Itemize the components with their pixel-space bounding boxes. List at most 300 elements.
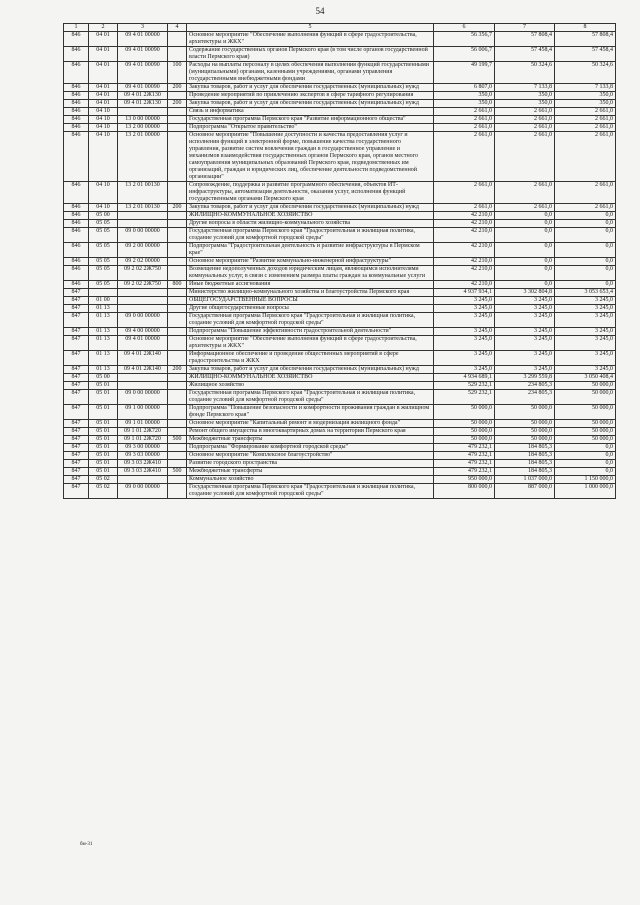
cell-name: Подпрограмма "Формирование комфортной городской среды" [187, 444, 434, 452]
cell-amount-year1: 2 661,0 [434, 182, 495, 204]
cell-amount-year1: 950 000,0 [434, 476, 495, 484]
cell-amount-year1: 3 245,0 [434, 313, 495, 328]
cell-admin-code: 847 [64, 382, 89, 390]
cell-name: Развитие городского пространства [187, 460, 434, 468]
cell-target-article: 13 0 00 00000 [118, 116, 168, 124]
cell-target-article: 09 1 01 2Ж720 [118, 428, 168, 436]
cell-amount-year2: 50 000,0 [495, 405, 555, 420]
table-row [64, 305, 616, 313]
cell-amount-year2: 184 805,3 [495, 444, 555, 452]
table-row [64, 436, 616, 444]
cell-section-code: 05 01 [89, 382, 118, 390]
cell-admin-code: 846 [64, 124, 89, 132]
cell-section-code: 05 01 [89, 444, 118, 452]
cell-target-article: 09 1 01 2Ж720 [118, 436, 168, 444]
table-row [64, 212, 616, 220]
table-row [64, 366, 616, 374]
cell-admin-code: 847 [64, 336, 89, 351]
cell-expense-type [168, 182, 187, 204]
table-row [64, 258, 616, 266]
cell-expense-type [168, 47, 187, 62]
cell-admin-code: 847 [64, 444, 89, 452]
cell-amount-year1: 350,0 [434, 92, 495, 100]
cell-admin-code: 847 [64, 468, 89, 476]
cell-amount-year1: 2 661,0 [434, 132, 495, 182]
cell-amount-year1: 350,0 [434, 100, 495, 108]
cell-amount-year1: 4 937 934,1 [434, 289, 495, 297]
cell-admin-code: 847 [64, 374, 89, 382]
cell-name: Связь и информатика [187, 108, 434, 116]
cell-expense-type [168, 212, 187, 220]
cell-admin-code: 846 [64, 243, 89, 258]
cell-target-article [118, 212, 168, 220]
cell-expense-type [168, 220, 187, 228]
cell-amount-year3: 2 661,0 [555, 182, 616, 204]
table-row [64, 32, 616, 47]
cell-amount-year1: 479 232,1 [434, 444, 495, 452]
cell-target-article: 09 4 01 00090 [118, 62, 168, 84]
cell-amount-year2: 2 661,0 [495, 124, 555, 132]
header-cell: 1 [64, 24, 89, 32]
table-row [64, 405, 616, 420]
cell-amount-year1: 479 232,1 [434, 460, 495, 468]
cell-amount-year1: 42 210,0 [434, 258, 495, 266]
table-row [64, 382, 616, 390]
cell-expense-type [168, 32, 187, 47]
cell-name: Информационное обеспечение и проведение общественных мероприятий в сфере градостроительства и ЖКХ [187, 351, 434, 366]
cell-admin-code: 846 [64, 228, 89, 243]
page-number: 54 [315, 6, 325, 16]
header-cell: 8 [555, 24, 616, 32]
header-cell: 4 [168, 24, 187, 32]
cell-admin-code: 846 [64, 281, 89, 289]
table-row [64, 374, 616, 382]
cell-amount-year3: 50 000,0 [555, 382, 616, 390]
cell-name: ОБЩЕГОСУДАРСТВЕННЫЕ ВОПРОСЫ [187, 297, 434, 305]
cell-amount-year3: 0,0 [555, 243, 616, 258]
cell-section-code: 05 01 [89, 436, 118, 444]
cell-admin-code: 847 [64, 484, 89, 499]
cell-section-code: 04 10 [89, 116, 118, 124]
cell-name: Иные бюджетные ассигнования [187, 281, 434, 289]
cell-expense-type: 100 [168, 62, 187, 84]
header-cell: 5 [187, 24, 434, 32]
table-row [64, 484, 616, 499]
cell-name: Подпрограмма "Повышение безопасности и комфортности проживания граждан в жилищном фонде Пермского края" [187, 405, 434, 420]
cell-amount-year2: 3 245,0 [495, 336, 555, 351]
cell-amount-year1: 3 245,0 [434, 305, 495, 313]
cell-admin-code: 847 [64, 328, 89, 336]
cell-amount-year3: 2 661,0 [555, 204, 616, 212]
cell-section-code: 05 01 [89, 460, 118, 468]
cell-target-article: 09 2 00 00000 [118, 243, 168, 258]
cell-amount-year3: 50 324,6 [555, 62, 616, 84]
table-row [64, 100, 616, 108]
cell-amount-year2: 184 805,3 [495, 452, 555, 460]
cell-expense-type [168, 228, 187, 243]
cell-amount-year2: 50 000,0 [495, 436, 555, 444]
cell-expense-type [168, 266, 187, 281]
table-row [64, 390, 616, 405]
table-row [64, 182, 616, 204]
cell-admin-code: 847 [64, 351, 89, 366]
cell-section-code: 01 13 [89, 328, 118, 336]
table-row [64, 420, 616, 428]
cell-expense-type: 500 [168, 436, 187, 444]
cell-amount-year1: 42 210,0 [434, 266, 495, 281]
cell-name: Подпрограмма "Повышение эффективности градостроительной деятельности" [187, 328, 434, 336]
cell-target-article [118, 108, 168, 116]
cell-amount-year1: 42 210,0 [434, 220, 495, 228]
cell-amount-year3: 0,0 [555, 460, 616, 468]
cell-amount-year1: 50 000,0 [434, 405, 495, 420]
cell-section-code: 01 13 [89, 351, 118, 366]
cell-admin-code: 846 [64, 92, 89, 100]
cell-amount-year1: 50 000,0 [434, 428, 495, 436]
cell-amount-year3: 57 458,4 [555, 47, 616, 62]
table-row [64, 84, 616, 92]
cell-expense-type [168, 116, 187, 124]
cell-amount-year3: 0,0 [555, 444, 616, 452]
cell-admin-code: 846 [64, 132, 89, 182]
cell-section-code: 05 00 [89, 374, 118, 382]
cell-amount-year1: 2 661,0 [434, 204, 495, 212]
cell-admin-code: 847 [64, 366, 89, 374]
table-row [64, 313, 616, 328]
cell-expense-type [168, 328, 187, 336]
cell-amount-year3: 3 245,0 [555, 305, 616, 313]
cell-amount-year2: 1 037 000,0 [495, 476, 555, 484]
footer-code: бм-31 [80, 842, 93, 847]
cell-section-code: 05 05 [89, 258, 118, 266]
cell-target-article [118, 305, 168, 313]
cell-amount-year3: 0,0 [555, 281, 616, 289]
cell-expense-type: 500 [168, 468, 187, 476]
cell-expense-type [168, 313, 187, 328]
cell-amount-year2: 3 245,0 [495, 328, 555, 336]
cell-target-article: 09 2 02 2Ж750 [118, 281, 168, 289]
cell-expense-type [168, 305, 187, 313]
cell-expense-type [168, 382, 187, 390]
table-row [64, 228, 616, 243]
cell-amount-year2: 0,0 [495, 212, 555, 220]
cell-amount-year1: 42 210,0 [434, 243, 495, 258]
cell-admin-code: 846 [64, 62, 89, 84]
table-row [64, 289, 616, 297]
cell-amount-year3: 0,0 [555, 228, 616, 243]
table-row [64, 336, 616, 351]
cell-amount-year3: 2 661,0 [555, 116, 616, 124]
cell-section-code: 05 01 [89, 420, 118, 428]
cell-section-code: 05 01 [89, 428, 118, 436]
cell-expense-type [168, 420, 187, 428]
cell-expense-type [168, 243, 187, 258]
cell-name: Ремонт общего имущества в многоквартирных домах на территории Пермского края [187, 428, 434, 436]
cell-expense-type: 200 [168, 204, 187, 212]
cell-expense-type [168, 124, 187, 132]
table-row [64, 297, 616, 305]
cell-admin-code: 847 [64, 305, 89, 313]
cell-target-article: 09 0 00 00000 [118, 313, 168, 328]
cell-amount-year2: 350,0 [495, 100, 555, 108]
cell-target-article [118, 476, 168, 484]
cell-target-article: 09 3 03 2Ж410 [118, 460, 168, 468]
cell-amount-year3: 0,0 [555, 220, 616, 228]
cell-target-article: 09 4 01 2Ж140 [118, 366, 168, 374]
cell-section-code: 05 01 [89, 468, 118, 476]
cell-amount-year1: 42 210,0 [434, 228, 495, 243]
cell-amount-year2: 57 458,4 [495, 47, 555, 62]
cell-section-code: 05 05 [89, 281, 118, 289]
cell-amount-year3: 50 000,0 [555, 390, 616, 405]
cell-section-code: 04 01 [89, 47, 118, 62]
cell-amount-year1: 3 245,0 [434, 336, 495, 351]
table-row [64, 351, 616, 366]
cell-amount-year3: 3 053 653,4 [555, 289, 616, 297]
cell-admin-code: 846 [64, 204, 89, 212]
cell-amount-year1: 3 245,0 [434, 366, 495, 374]
cell-amount-year3: 3 245,0 [555, 328, 616, 336]
cell-section-code: 05 05 [89, 243, 118, 258]
cell-amount-year2: 184 805,3 [495, 460, 555, 468]
cell-expense-type [168, 258, 187, 266]
cell-name: Основное мероприятие "Капитальный ремонт и модернизация жилищного фонда" [187, 420, 434, 428]
cell-name: Закупка товаров, работ и услуг для обеспечения государственных (муниципальных) нужд [187, 366, 434, 374]
cell-amount-year1: 3 245,0 [434, 297, 495, 305]
cell-section-code: 04 10 [89, 124, 118, 132]
cell-target-article: 13 2 01 00130 [118, 182, 168, 204]
cell-target-article: 13 2 01 00000 [118, 132, 168, 182]
table-row [64, 428, 616, 436]
cell-target-article [118, 289, 168, 297]
cell-amount-year2: 184 805,3 [495, 468, 555, 476]
cell-admin-code: 847 [64, 436, 89, 444]
cell-name: Подпрограмма "Открытое правительство" [187, 124, 434, 132]
cell-amount-year3: 3 245,0 [555, 297, 616, 305]
cell-amount-year1: 3 245,0 [434, 328, 495, 336]
cell-amount-year3: 3 245,0 [555, 366, 616, 374]
table-row [64, 47, 616, 62]
cell-amount-year3: 2 661,0 [555, 108, 616, 116]
cell-target-article: 09 4 00 00000 [118, 328, 168, 336]
cell-target-article: 09 3 03 2Ж410 [118, 468, 168, 476]
cell-amount-year2: 50 324,6 [495, 62, 555, 84]
cell-target-article: 09 4 01 00000 [118, 32, 168, 47]
cell-expense-type [168, 336, 187, 351]
cell-target-article: 09 4 01 00090 [118, 47, 168, 62]
table-row [64, 204, 616, 212]
cell-section-code: 05 05 [89, 266, 118, 281]
cell-expense-type: 200 [168, 84, 187, 92]
table-row [64, 476, 616, 484]
cell-amount-year1: 479 232,1 [434, 468, 495, 476]
cell-admin-code: 847 [64, 390, 89, 405]
cell-name: Расходы на выплаты персоналу в целях обеспечения выполнения функций государственными (муниципальными) органами, казенными учреждениями, органами управления государственными внебюджетными фондами [187, 62, 434, 84]
cell-admin-code: 847 [64, 405, 89, 420]
cell-amount-year2: 57 808,4 [495, 32, 555, 47]
cell-expense-type [168, 92, 187, 100]
table-row [64, 243, 616, 258]
cell-target-article: 09 4 01 2Ж140 [118, 351, 168, 366]
cell-amount-year2: 3 299 559,8 [495, 374, 555, 382]
cell-amount-year2: 50 000,0 [495, 428, 555, 436]
cell-target-article: 13 2 01 00130 [118, 204, 168, 212]
cell-amount-year1: 529 232,1 [434, 382, 495, 390]
cell-amount-year1: 56 006,7 [434, 47, 495, 62]
cell-section-code: 04 01 [89, 92, 118, 100]
cell-expense-type: 800 [168, 281, 187, 289]
cell-section-code: 01 13 [89, 305, 118, 313]
cell-name: Проведение мероприятий по привлечению экспертов в сфере тарифного регулирования [187, 92, 434, 100]
cell-expense-type [168, 132, 187, 182]
cell-admin-code: 846 [64, 266, 89, 281]
cell-admin-code: 846 [64, 47, 89, 62]
cell-amount-year1: 479 232,1 [434, 452, 495, 460]
cell-amount-year1: 4 934 689,1 [434, 374, 495, 382]
cell-target-article [118, 382, 168, 390]
cell-expense-type [168, 297, 187, 305]
header-cell: 7 [495, 24, 555, 32]
cell-section-code: 01 13 [89, 336, 118, 351]
cell-amount-year3: 50 000,0 [555, 428, 616, 436]
cell-section-code: 05 01 [89, 405, 118, 420]
cell-admin-code: 846 [64, 100, 89, 108]
cell-target-article: 13 2 00 00000 [118, 124, 168, 132]
cell-amount-year3: 0,0 [555, 468, 616, 476]
cell-name: Государственная программа Пермского края "Градостроительная и жилищная политика, создание условий для комфортной городской среды" [187, 313, 434, 328]
cell-name: ЖИЛИЩНО-КОММУНАЛЬНОЕ ХОЗЯЙСТВО [187, 374, 434, 382]
cell-amount-year3: 0,0 [555, 266, 616, 281]
cell-admin-code: 846 [64, 182, 89, 204]
cell-amount-year1: 6 807,0 [434, 84, 495, 92]
cell-section-code: 05 02 [89, 476, 118, 484]
cell-target-article: 09 2 02 2Ж750 [118, 266, 168, 281]
cell-section-code: 05 05 [89, 220, 118, 228]
cell-amount-year2: 50 000,0 [495, 420, 555, 428]
table-row [64, 266, 616, 281]
table-header-row [64, 24, 616, 32]
cell-amount-year2: 0,0 [495, 258, 555, 266]
cell-target-article: 09 3 00 00000 [118, 444, 168, 452]
table-row [64, 444, 616, 452]
cell-name: Закупка товаров, работ и услуг для обеспечения государственных (муниципальных) нужд [187, 204, 434, 212]
cell-admin-code: 846 [64, 84, 89, 92]
cell-target-article: 09 4 01 2Ж130 [118, 100, 168, 108]
cell-name: Возмещение недополученных доходов юридическим лицам, являющимся исполнителями коммунальных услуг, в связи с изменением размера платы граждан за коммунальные услуги [187, 266, 434, 281]
cell-name: Межбюджетные трансферты [187, 436, 434, 444]
cell-name: Жилищное хозяйство [187, 382, 434, 390]
cell-expense-type [168, 460, 187, 468]
cell-admin-code: 846 [64, 32, 89, 47]
cell-section-code: 01 13 [89, 366, 118, 374]
cell-name: Сопровождение, поддержка и развитие программного обеспечения, объектов ИТ-инфраструктуры, автоматизация деятельности, оказания услуг, исполнения функций государственными органами Пермского края [187, 182, 434, 204]
cell-name: ЖИЛИЩНО-КОММУНАЛЬНОЕ ХОЗЯЙСТВО [187, 212, 434, 220]
cell-name: Государственная программа Пермского края "Градостроительная и жилищная политика, создание условий для комфортной городской среды" [187, 484, 434, 499]
cell-section-code: 05 05 [89, 228, 118, 243]
table-row [64, 62, 616, 84]
cell-target-article: 09 1 01 00000 [118, 420, 168, 428]
cell-amount-year3: 3 245,0 [555, 313, 616, 328]
cell-amount-year3: 3 245,0 [555, 336, 616, 351]
cell-name: Закупка товаров, работ и услуг для обеспечения государственных (муниципальных) нужд [187, 100, 434, 108]
table-row [64, 460, 616, 468]
cell-amount-year3: 3 245,0 [555, 351, 616, 366]
cell-expense-type [168, 390, 187, 405]
cell-admin-code: 847 [64, 289, 89, 297]
cell-target-article: 09 0 00 00000 [118, 228, 168, 243]
cell-admin-code: 847 [64, 476, 89, 484]
table-row [64, 116, 616, 124]
cell-amount-year1: 2 661,0 [434, 108, 495, 116]
cell-amount-year2: 2 661,0 [495, 204, 555, 212]
cell-amount-year3: 3 050 408,4 [555, 374, 616, 382]
cell-amount-year3: 350,0 [555, 100, 616, 108]
cell-name: Государственная программа Пермского края "Градостроительная и жилищная политика, создание условий для комфортной городской среды" [187, 228, 434, 243]
cell-expense-type [168, 351, 187, 366]
cell-section-code [89, 289, 118, 297]
cell-name: Межбюджетные трансферты [187, 468, 434, 476]
cell-target-article: 09 0 00 00000 [118, 390, 168, 405]
cell-amount-year3: 2 661,0 [555, 132, 616, 182]
cell-section-code: 04 10 [89, 108, 118, 116]
cell-target-article [118, 374, 168, 382]
cell-amount-year2: 234 805,3 [495, 390, 555, 405]
cell-name: Содержание государственных органов Пермского края (в том числе органов государственной власти Пермского края) [187, 47, 434, 62]
cell-amount-year2: 234 805,3 [495, 382, 555, 390]
cell-amount-year2: 350,0 [495, 92, 555, 100]
cell-section-code: 01 00 [89, 297, 118, 305]
cell-expense-type [168, 289, 187, 297]
cell-expense-type [168, 428, 187, 436]
budget-table [63, 23, 616, 499]
cell-amount-year3: 50 000,0 [555, 436, 616, 444]
cell-amount-year1: 529 232,1 [434, 390, 495, 405]
cell-amount-year2: 3 245,0 [495, 351, 555, 366]
cell-name: Коммунальное хозяйство [187, 476, 434, 484]
cell-admin-code: 847 [64, 460, 89, 468]
cell-amount-year2: 3 245,0 [495, 313, 555, 328]
cell-name: Министерство жилищно-коммунального хозяйства и благоустройства Пермского края [187, 289, 434, 297]
cell-name: Другие вопросы в области жилищно-коммунального хозяйства [187, 220, 434, 228]
cell-target-article: 09 2 02 00000 [118, 258, 168, 266]
cell-admin-code: 846 [64, 108, 89, 116]
cell-admin-code: 847 [64, 420, 89, 428]
header-cell: 3 [118, 24, 168, 32]
cell-admin-code: 846 [64, 116, 89, 124]
cell-section-code: 04 01 [89, 62, 118, 84]
cell-amount-year3: 0,0 [555, 258, 616, 266]
cell-amount-year1: 50 000,0 [434, 420, 495, 428]
cell-name: Основное мероприятие "Комплексное благоустройство" [187, 452, 434, 460]
cell-amount-year1: 2 661,0 [434, 116, 495, 124]
cell-amount-year2: 2 661,0 [495, 116, 555, 124]
cell-name: Основное мероприятие "Повышение доступности и качества предоставления услуг и исполнения функций в электронной форме, повышение качества государственного управления, развитие систем вовлечения граждан в государственное управление и механизмов взаимодействия государственных органов Пермского края, органов местного самоуправления муниципальных образований Пермского края, подведомственных им организаций, граждан и юридических лиц, обеспечение деятельности подведомственной организации" [187, 132, 434, 182]
cell-amount-year3: 350,0 [555, 92, 616, 100]
cell-amount-year3: 0,0 [555, 212, 616, 220]
cell-amount-year3: 50 000,0 [555, 405, 616, 420]
cell-amount-year1: 42 210,0 [434, 281, 495, 289]
cell-name: Государственная программа Пермского края "Развитие информационного общества" [187, 116, 434, 124]
table-row [64, 220, 616, 228]
header-cell: 2 [89, 24, 118, 32]
table-row [64, 124, 616, 132]
table-row [64, 452, 616, 460]
cell-name: Основное мероприятие "Развитие коммунально-инженерной инфраструктуры" [187, 258, 434, 266]
cell-expense-type [168, 374, 187, 382]
cell-section-code: 04 01 [89, 100, 118, 108]
cell-name: Подпрограмма "Градостроительная деятельность и развитие инфраструктуры в Пермском крае" [187, 243, 434, 258]
cell-section-code: 04 10 [89, 182, 118, 204]
